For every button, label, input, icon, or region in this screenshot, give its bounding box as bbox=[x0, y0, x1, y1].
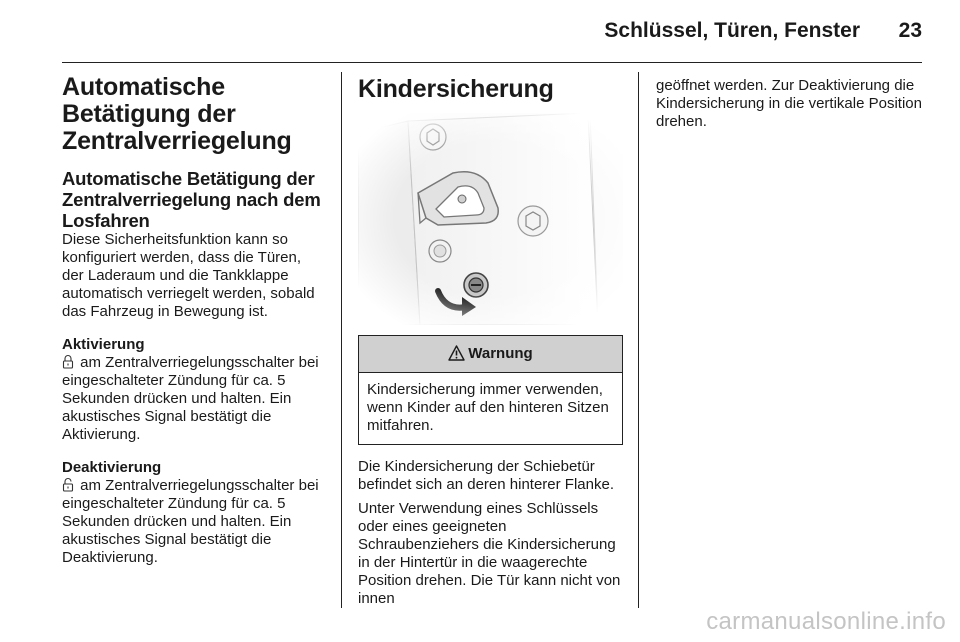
warning-header bbox=[359, 336, 622, 373]
column-divider-1 bbox=[341, 72, 342, 608]
section-heading-child-lock: Kindersicherung bbox=[358, 75, 554, 103]
intro-paragraph: Diese Sicherheitsfunktion kann so konfiguriert werden, dass die Türen, der Laderaum und die Tankklappe automatisch verriegelt werden, sobald das Fahrzeug in Bewegung ist. bbox=[62, 231, 315, 320]
column-divider-2 bbox=[638, 72, 639, 608]
child-lock-instructions-paragraph: Unter Verwendung eines Schlüssels oder eines geeigneten Schraubenziehers die Kindersicherung in der Hintertür in die waagerechte Position drehen. Die Tür kann nicht von innen bbox=[358, 500, 621, 607]
deactivate-child-lock-paragraph: geöffnet werden. Zur Deaktivierung die Kindersicherung in die vertikale Position drehen. bbox=[656, 77, 922, 130]
warning-text: Kindersicherung immer verwenden, wenn Kinder auf den hinteren Sitzen mitfahren. bbox=[367, 381, 609, 434]
deactivation-paragraph bbox=[62, 477, 324, 567]
warning-triangle-icon bbox=[448, 345, 465, 361]
door-lock-drawing bbox=[358, 113, 623, 325]
deactivation-label: Deaktivierung bbox=[62, 459, 162, 476]
child-lock-illustration bbox=[358, 113, 623, 325]
column-1 bbox=[62, 62, 324, 567]
watermark: carmanualsonline.info bbox=[706, 608, 946, 635]
child-lock-location-paragraph: Die Kindersicherung der Schiebetür befindet sich an deren hinterer Flanke. bbox=[358, 458, 614, 493]
column-3 bbox=[656, 62, 924, 131]
activation-text: am Zentralverriegelungsschalter bei eingeschalteter Zündung für ca. 5 Sekunden drücken und halten. Ein akustisches Signal bestätigt die Aktivierung. bbox=[62, 354, 319, 443]
deactivation-text: am Zentralverriegelungsschalter bei eingeschalteter Zündung für ca. 5 Sekunden drücken und halten. Ein akustisches Signal bestätigt die Deaktivierung. bbox=[62, 477, 319, 566]
warning-body bbox=[359, 373, 622, 444]
warning-box bbox=[358, 335, 623, 445]
column-2 bbox=[358, 62, 623, 608]
lock-closed-icon bbox=[62, 354, 74, 369]
activation-label: Aktivierung bbox=[62, 336, 145, 353]
warning-title: Warnung bbox=[468, 345, 533, 362]
lock-open-icon bbox=[62, 477, 74, 492]
header-title: Schlüssel, Türen, Fenster bbox=[604, 19, 860, 42]
page-header bbox=[62, 0, 922, 63]
activation-paragraph bbox=[62, 354, 324, 444]
page-number: 23 bbox=[898, 19, 922, 42]
section-heading-auto-lock: Automatische Betätigung der Zentralverriegelung bbox=[62, 73, 292, 155]
subheading-auto-lock-drive: Automatische Betätigung der Zentralverriegelung nach dem Losfahren bbox=[62, 168, 321, 231]
